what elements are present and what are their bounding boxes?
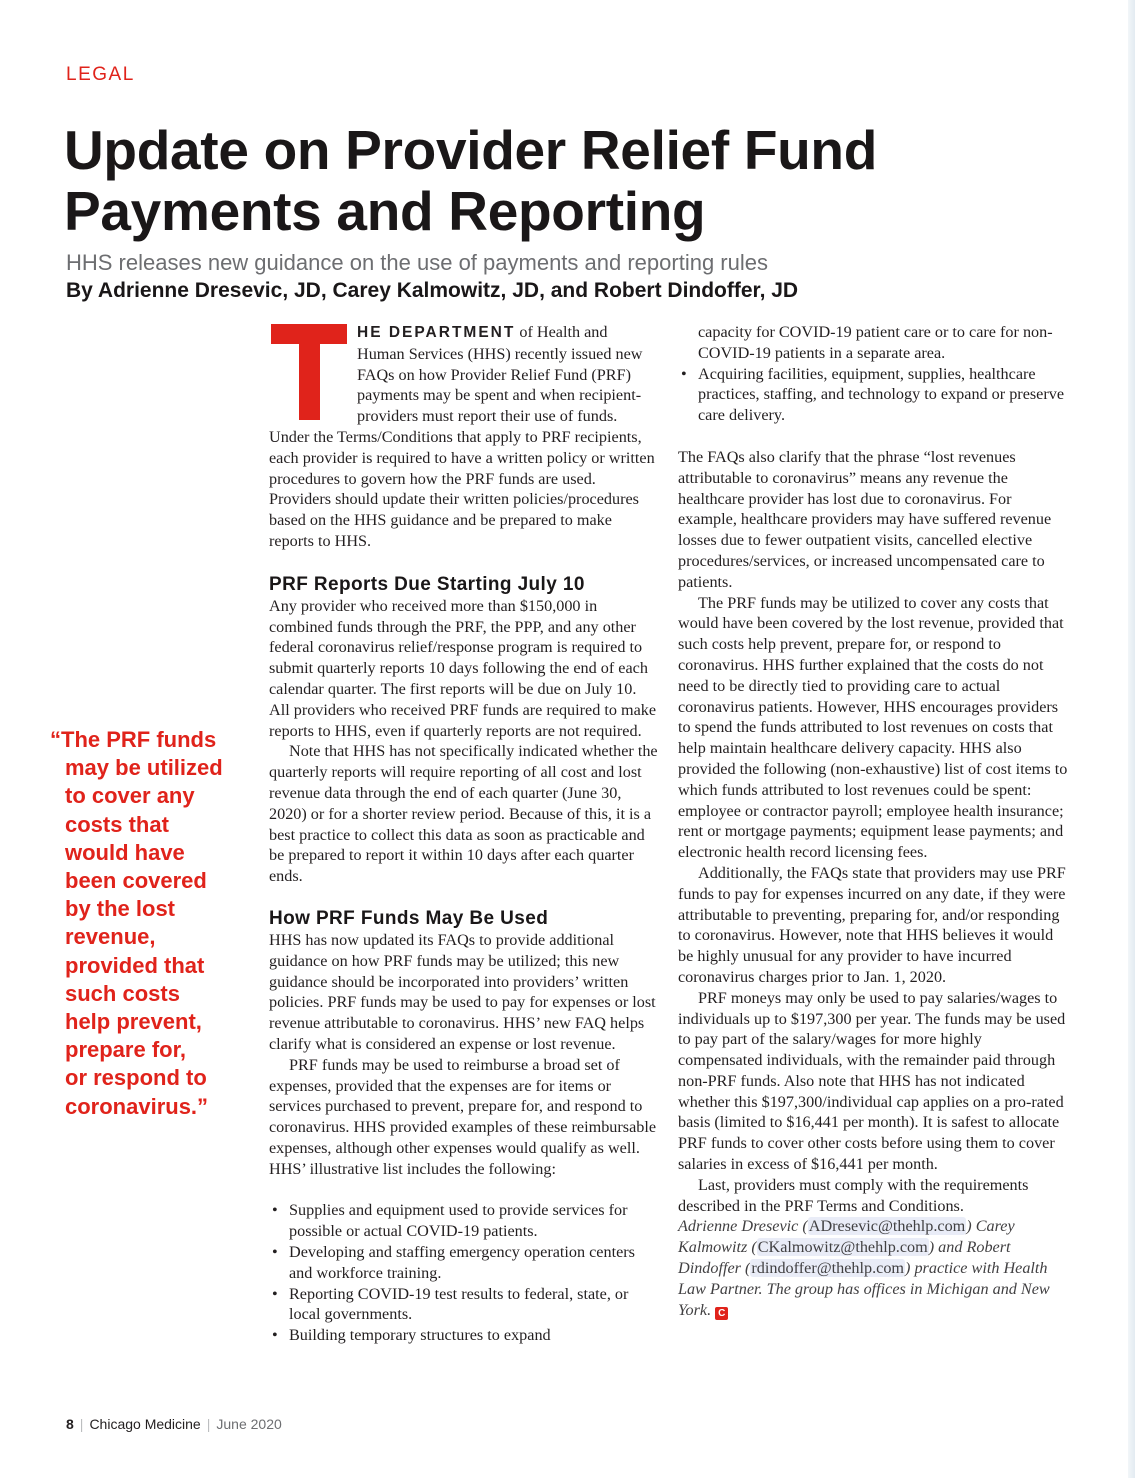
pull-quote-line: costs that	[65, 811, 169, 837]
issue-date: June 2020	[216, 1416, 282, 1432]
column-2	[678, 322, 1070, 1320]
pull-quote-line: prepare for,	[65, 1037, 187, 1063]
body-paragraph: PRF funds may be used to reimburse a broad set of expenses, provided that the expenses are for items or services purchased to prevent, prepare for, and respond to coronavirus. HHS provided examples of these reimbursable expenses, although other expenses would qualify as well. HHS’ illustrative list includes the following:	[269, 1055, 657, 1178]
article-title	[64, 120, 1064, 242]
lead-in: HE DEPARTMENT	[357, 324, 516, 341]
publication-name: Chicago Medicine	[89, 1416, 201, 1432]
page-number: 8	[66, 1416, 74, 1432]
body-paragraph: Additionally, the FAQs state that providers may use PRF funds to pay for expenses incurred on any date, if they were attributable to preventing, preparing for, and/or responding to coronavirus. However, note that HHS believes it would be highly unusual for any provider to have incurred coronavirus charges prior to Jan. 1, 2020.	[678, 863, 1066, 986]
drop-cap-t	[271, 324, 347, 420]
pull-quote-line: been covered	[65, 868, 207, 894]
pull-quote-line: or respond to	[65, 1065, 207, 1091]
bullet-icon: •	[272, 1284, 278, 1303]
list-item: • Developing and staffing emergency operation centers and workforce training.	[272, 1243, 635, 1282]
heading-reports-due: PRF Reports Due Starting July 10	[269, 573, 585, 595]
expense-list-continued	[678, 364, 1070, 426]
pull-quote	[50, 726, 250, 1121]
pull-quote-line: would have	[65, 839, 185, 865]
bullet-icon: •	[272, 1326, 278, 1345]
pull-quote-line: help prevent,	[65, 1009, 202, 1035]
pull-quote-line: provided that	[65, 952, 205, 978]
pull-quote-line: coronavirus.”	[65, 1093, 209, 1119]
heading-funds-used: How PRF Funds May Be Used	[269, 907, 549, 929]
pull-quote-line: such costs	[65, 980, 180, 1006]
list-item: • Building temporary structures to expand	[272, 1326, 551, 1345]
page-edge	[1128, 0, 1135, 1478]
pull-quote-line: may be utilized	[65, 755, 223, 781]
intro-text: of Health and Human Services (HHS) recently issued new FAQs on how Provider Relief Fund (PRF) payments may be spent and when recipient-providers must report their use of funds. Under the Terms/Conditions that apply to PRF recipients, each provider is required to have a written policy or written procedures to govern how the PRF funds are used. Providers should update their written policies/procedures based on the HHS guidance and be prepared to make reports to HHS.	[269, 323, 655, 550]
bullet-icon: •	[272, 1201, 278, 1220]
body-paragraph: HHS has now updated its FAQs to provide additional guidance on how PRF funds may be utilized; this new guidance should be incorporated into providers’ written policies. PRF funds may be used to pay for expenses or lost revenue attributable to coronavirus. HHS’ new FAQ helps clarify what is considered an expense or lost revenue.	[269, 930, 656, 1053]
body-paragraph: The FAQs also clarify that the phrase “lost revenues attributable to coronavirus” means any revenue the healthcare provider has lost due to coronavirus. For example, healthcare providers may have suffered revenue losses due to fewer outpatient visits, cancelled elective procedures/services, or increased uncompensated care to patients.	[678, 447, 1052, 591]
body-paragraph: The PRF funds may be utilized to cover any costs that would have been covered by the lost revenue, provided that such costs help prevent, prepare for, or respond to coronavirus. HHS further explained that the costs do not need to be directly tied to providing care to actual coronavirus patients. However, HHS encourages providers to spend the funds attributed to lost revenues on costs that help maintain healthcare delivery capacity. HHS also provided the following (non-exhaustive) list of cost items to which funds attributed to lost revenues could be spent: employee or contractor payroll; employee health insurance; rent or mortgage payments; equipment lease payments; and electronic health record licensing fees.	[678, 593, 1068, 862]
title-line-1: Update on Provider Relief Fund	[64, 119, 878, 181]
list-continuation: capacity for COVID-19 patient care or to care for non-COVID-19 patients in a separate area.	[698, 323, 1053, 362]
bullet-icon: •	[272, 1243, 278, 1262]
email-link-dindoffer[interactable]: rdindoffer@thehlp.com	[751, 1259, 905, 1278]
article-byline: By Adrienne Dresevic, JD, Carey Kalmowitz, JD, and Robert Dindoffer, JD	[66, 279, 799, 302]
section-label: LEGAL	[66, 64, 135, 85]
email-link-dresevic[interactable]: ADresevic@thehlp.com	[808, 1217, 966, 1236]
body-paragraph: Note that HHS has not specifically indicated whether the quarterly reports will require reporting of all cost and lost revenue data through the end of each quarter (June 30, 2020) or for a shorter review period. Because of this, it is a best practice to collect this data as soon as practicable and be prepared to report it within 10 days after each quarter ends.	[269, 742, 658, 886]
author-bio: Adrienne Dresevic (ADresevic@thehlp.com) Carey Kalmowitz (CKalmowitz@thehlp.com) and Robert Dindoffer (rdindoffer@thehlp.com) practice with Health Law Partner. The group has offices in Michigan and New York. C	[678, 1217, 1050, 1319]
email-link-kalmowitz[interactable]: CKalmowitz@thehlp.com	[757, 1238, 928, 1257]
column-1	[269, 322, 658, 1346]
bullet-icon: •	[681, 364, 687, 383]
body-paragraph: Any provider who received more than $150,000 in combined funds through the PRF, the PPP, and any other federal coronavirus relief/response program is required to submit quarterly reports 10 days following the end of each calendar quarter. The first reports will be due on July 10. All providers who received PRF funds are required to make reports to HHS, even if quarterly reports are not required.	[269, 596, 657, 740]
body-paragraph: PRF moneys may only be used to pay salaries/wages to individuals up to $197,300 per year. The funds may be used to pay part of the salary/wages for more highly compensated individuals, with the remainder paid through non-PRF funds. Also note that HHS has not indicated whether this $197,300/individual cap applies on a pro-rated basis (limited to $16,441 per month). It is safest to allocate PRF funds to cover other costs before using them to cover salaries in excess of $16,441 per month.	[678, 988, 1066, 1174]
body-paragraph: Last, providers must comply with the requirements described in the PRF Terms and Conditions.	[678, 1175, 1029, 1215]
article-subtitle: HHS releases new guidance on the use of payments and reporting rules	[66, 250, 768, 275]
end-mark-icon: C	[715, 1307, 728, 1320]
pull-quote-line: “The PRF funds	[50, 727, 217, 752]
title-line-2: Payments and Reporting	[64, 180, 706, 242]
page-footer: 8 | Chicago Medicine | June 2020	[66, 1416, 282, 1432]
pull-quote-line: revenue,	[65, 924, 156, 950]
pull-quote-line: to cover any	[65, 783, 195, 809]
pull-quote-line: by the lost	[65, 896, 176, 922]
expense-list	[269, 1200, 658, 1346]
list-item: • Supplies and equipment used to provide services for possible or actual COVID-19 patients.	[272, 1201, 628, 1241]
intro-paragraph	[269, 322, 658, 552]
list-item: • Reporting COVID-19 test results to federal, state, or local governments.	[272, 1284, 629, 1324]
list-item: • Acquiring facilities, equipment, supplies, healthcare practices, staffing, and technology to expand or preserve care delivery.	[681, 364, 1065, 425]
